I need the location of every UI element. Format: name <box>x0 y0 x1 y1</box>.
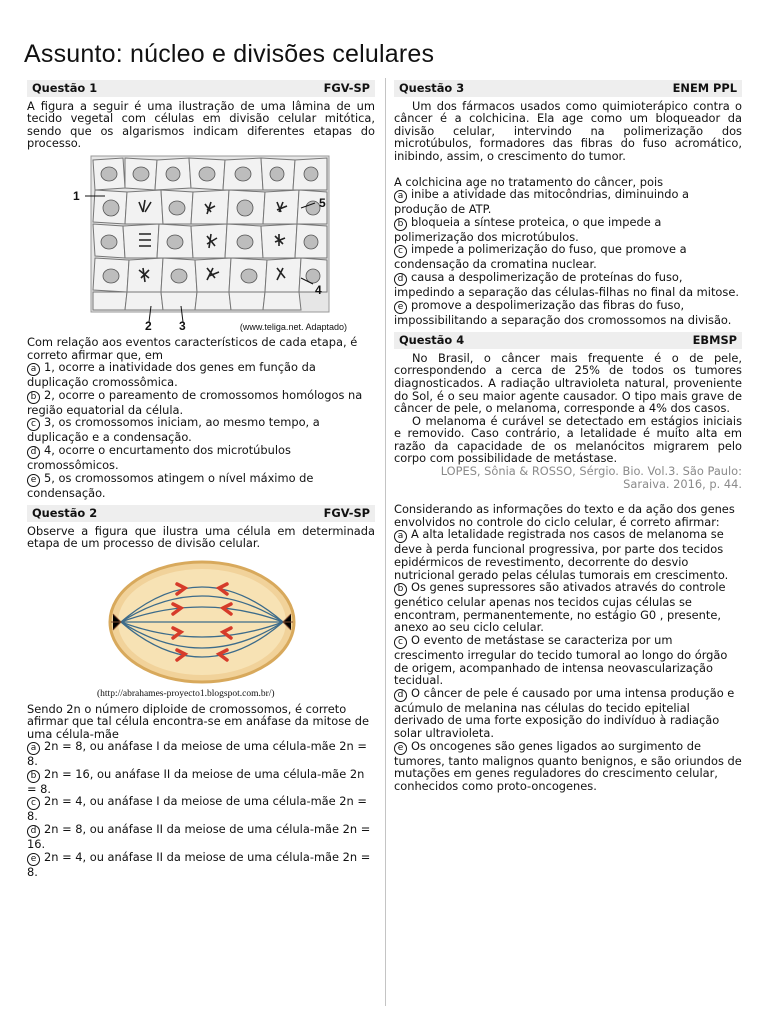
option-letter: b <box>394 218 407 231</box>
option-e[interactable] <box>27 851 375 879</box>
option-b[interactable] <box>27 768 375 796</box>
option-letter: c <box>394 636 407 649</box>
option-text: Os genes supressores são ativados através do controle genético celular apenas nos tecidos cujas células se encontram, permanentemente, no estágio G0 , presente, anexo ao seu ciclo celular. <box>394 580 726 635</box>
option-d[interactable] <box>394 687 742 740</box>
question-1-header <box>27 80 375 97</box>
figure-2-credit: (http://abrahames-proyecto1.blogspot.com.br/) <box>97 688 275 699</box>
option-letter: b <box>27 770 40 783</box>
question-3-options <box>394 188 742 326</box>
anaphase-cell-figure <box>107 558 297 686</box>
option-text: 2, ocorre o pareamento de cromossomos homólogos na região equatorial da célula. <box>27 387 363 417</box>
option-c[interactable] <box>27 416 375 444</box>
option-d[interactable] <box>27 823 375 851</box>
option-letter: b <box>27 391 40 404</box>
option-letter: e <box>394 301 407 314</box>
option-b[interactable] <box>394 216 742 244</box>
option-text: 4, ocorre o encurtamento dos microtúbulos cromossômicos. <box>27 442 291 472</box>
option-e[interactable] <box>27 472 375 500</box>
option-text: 2n = 16, ou anáfase II da meiose de uma célula-mãe 2n = 8. <box>27 766 365 796</box>
option-letter: d <box>27 825 40 838</box>
question-3-prompt: A colchicina age no tratamento do câncer, pois <box>394 174 664 189</box>
option-letter: c <box>27 418 40 431</box>
question-3-label: Questão 3 <box>399 81 465 95</box>
option-letter: e <box>27 474 40 487</box>
option-text: 2n = 4, ou anáfase II da meiose de uma célula-mãe 2n = 8. <box>27 849 371 879</box>
question-4-paragraph-2: O melanoma é curável se detectado em estágios iniciais e removido. Caso contrário, a letalidade é muito alta em razão da capacidade de os melanócitos migrarem pelo corpo com possibilidade de metástase. <box>394 413 742 466</box>
question-2-options <box>27 740 375 878</box>
option-text: A alta letalidade registrada nos casos de melanoma se deve à perda funcional progressiva, por parte dos tecidos epidérmicos de revestimento, decorrente do desvio nutricional gerado pelas células tumorais em crescimento. <box>394 527 729 582</box>
anaphase-illustration <box>107 558 297 686</box>
right-column <box>394 80 742 792</box>
option-letter: c <box>27 797 40 810</box>
spacer <box>394 163 742 176</box>
question-1-label: Questão 1 <box>32 81 98 95</box>
figure-label-5: 5 <box>319 195 326 210</box>
question-2-header <box>27 505 375 522</box>
option-text: 2n = 8, ou anáfase II da meiose de uma célula-mãe 2n = 16. <box>27 822 371 852</box>
option-letter: b <box>394 583 407 596</box>
option-text: 3, os cromossomos iniciam, ao mesmo tempo, a duplicação e a condensação. <box>27 415 320 445</box>
option-letter: a <box>27 742 40 755</box>
option-d[interactable] <box>394 271 742 299</box>
question-4-header <box>394 332 742 349</box>
option-text: 2n = 4, ou anáfase I da meiose de uma célula-mãe 2n = 8. <box>27 794 367 824</box>
question-4-paragraph-1: No Brasil, o câncer mais frequente é o de pele, correspondendo a cerca de 25% de todos os tumores diagnosticados. A radiação ultravioleta natural, proveniente do Sol, é o seu maior agente causador. O tipo mais grave de câncer de pele, o melanoma, corresponde a 4% dos casos. <box>394 350 742 416</box>
option-c[interactable] <box>27 795 375 823</box>
option-letter: e <box>394 742 407 755</box>
question-2-stem: Observe a figura que ilustra uma célula em determinada etapa de um processo de divisão celular. <box>27 523 375 551</box>
option-letter: d <box>394 273 407 286</box>
option-text: promove a despolimerização das fibras do fuso, impossibilitando a separação dos cromossomos na divisão. <box>394 297 732 327</box>
question-1-source: FGV-SP <box>323 81 370 95</box>
question-3-stem: Um dos fármacos usados como quimioterápico contra o câncer é a colchicina. Ela age como um bloqueador da divisão celular, intervindo na polimerização dos microtúbulos, formadores das fibras do fuso acromático, inibindo, assim, o crescimento do tumor. <box>394 98 742 163</box>
option-text: 2n = 8, ou anáfase I da meiose de uma célula-mãe 2n = 8. <box>27 739 367 769</box>
figure-label-4: 4 <box>315 282 322 297</box>
question-1-prompt: Com relação aos eventos característicos de cada etapa, é correto afirmar que, em <box>27 334 358 362</box>
question-4-prompt: Considerando as informações do texto e da ação dos genes envolvidos no controle do ciclo celular, é correto afirmar: <box>394 502 735 529</box>
option-text: 1, ocorre a inatividade dos genes em função da duplicação cromossômica. <box>27 360 316 390</box>
column-divider <box>385 78 386 1006</box>
option-text: O câncer de pele é causado por uma intensa produção e acúmulo de melanina nas células do tecido epitelial derivado de uma forte exposição do indivíduo à radiação solar ultravioleta. <box>394 685 735 740</box>
question-4-label: Questão 4 <box>399 333 465 348</box>
option-b[interactable] <box>27 389 375 417</box>
figure-1-credit: (www.teliga.net. Adaptado) <box>239 322 347 333</box>
question-2-source: FGV-SP <box>323 506 370 521</box>
option-a[interactable] <box>27 740 375 768</box>
left-column <box>27 80 375 878</box>
question-1-stem: A figura a seguir é uma ilustração de uma lâmina de um tecido vegetal com células em divisão celular mitótica, sendo que os algarismos indicam diferentes etapas do processo. <box>27 98 375 151</box>
mitosis-illustration <box>65 154 337 330</box>
option-letter: c <box>394 245 407 258</box>
question-2-prompt: Sendo 2n o número diploide de cromossomos, é correto afirmar que tal célula encontra-se em anáfase da mitose de uma célula-mãe <box>27 701 370 741</box>
option-a[interactable] <box>394 528 742 581</box>
question-4-options <box>394 528 742 792</box>
question-3-source: ENEM PPL <box>672 81 737 95</box>
figure-label-3: 3 <box>179 318 186 330</box>
option-letter: d <box>394 689 407 702</box>
option-e[interactable] <box>394 740 742 793</box>
option-text: causa a despolimerização de proteínas do fuso, impedindo a separação das células-filhas no final da mitose. <box>394 269 739 299</box>
option-text: Os oncogenes são genes ligados ao surgimento de tumores, tanto malignos quanto benignos, e são oriundos de mutações em genes reguladores do crescimento celular, conhecidos como proto-oncogenes. <box>394 738 742 793</box>
option-d[interactable] <box>27 444 375 472</box>
option-letter: a <box>394 190 407 203</box>
question-3-header <box>394 80 742 97</box>
figure-label-1: 1 <box>73 188 80 203</box>
option-letter: a <box>394 530 407 543</box>
option-letter: a <box>27 363 40 376</box>
option-a[interactable] <box>27 361 375 389</box>
option-letter: d <box>27 446 40 459</box>
plant-tissue-mitosis-figure <box>65 154 347 333</box>
option-text: inibe a atividade das mitocôndrias, diminuindo a produção de ATP. <box>394 187 690 217</box>
page-title: Assunto: núcleo e divisões celulares <box>24 40 435 68</box>
question-2-label: Questão 2 <box>32 506 98 521</box>
option-c[interactable] <box>394 243 742 271</box>
question-4-reference: LOPES, Sônia & ROSSO, Sérgio. Bio. Vol.3. São Paulo: Saraiva. 2016, p. 44. <box>440 464 742 491</box>
question-4-source: EBMSP <box>692 333 737 348</box>
option-text: bloqueia a síntese proteica, o que impede a polimerização dos microtúbulos. <box>394 214 662 244</box>
option-b[interactable] <box>394 581 742 634</box>
option-a[interactable] <box>394 188 742 216</box>
option-text: O evento de metástase se caracteriza por um crescimento irregular do tecido tumoral ao longo do órgão de origem, acompanhado de intensa neovascularização tecidual. <box>394 633 728 688</box>
option-text: 5, os cromossomos atingem o nível máximo de condensação. <box>27 470 314 500</box>
option-e[interactable] <box>394 299 742 327</box>
option-letter: e <box>27 853 40 866</box>
question-1-options <box>27 361 375 499</box>
option-c[interactable] <box>394 634 742 687</box>
option-text: impede a polimerização do fuso, que promove a condensação da cromatina nuclear. <box>394 242 687 272</box>
figure-label-2: 2 <box>145 318 152 330</box>
